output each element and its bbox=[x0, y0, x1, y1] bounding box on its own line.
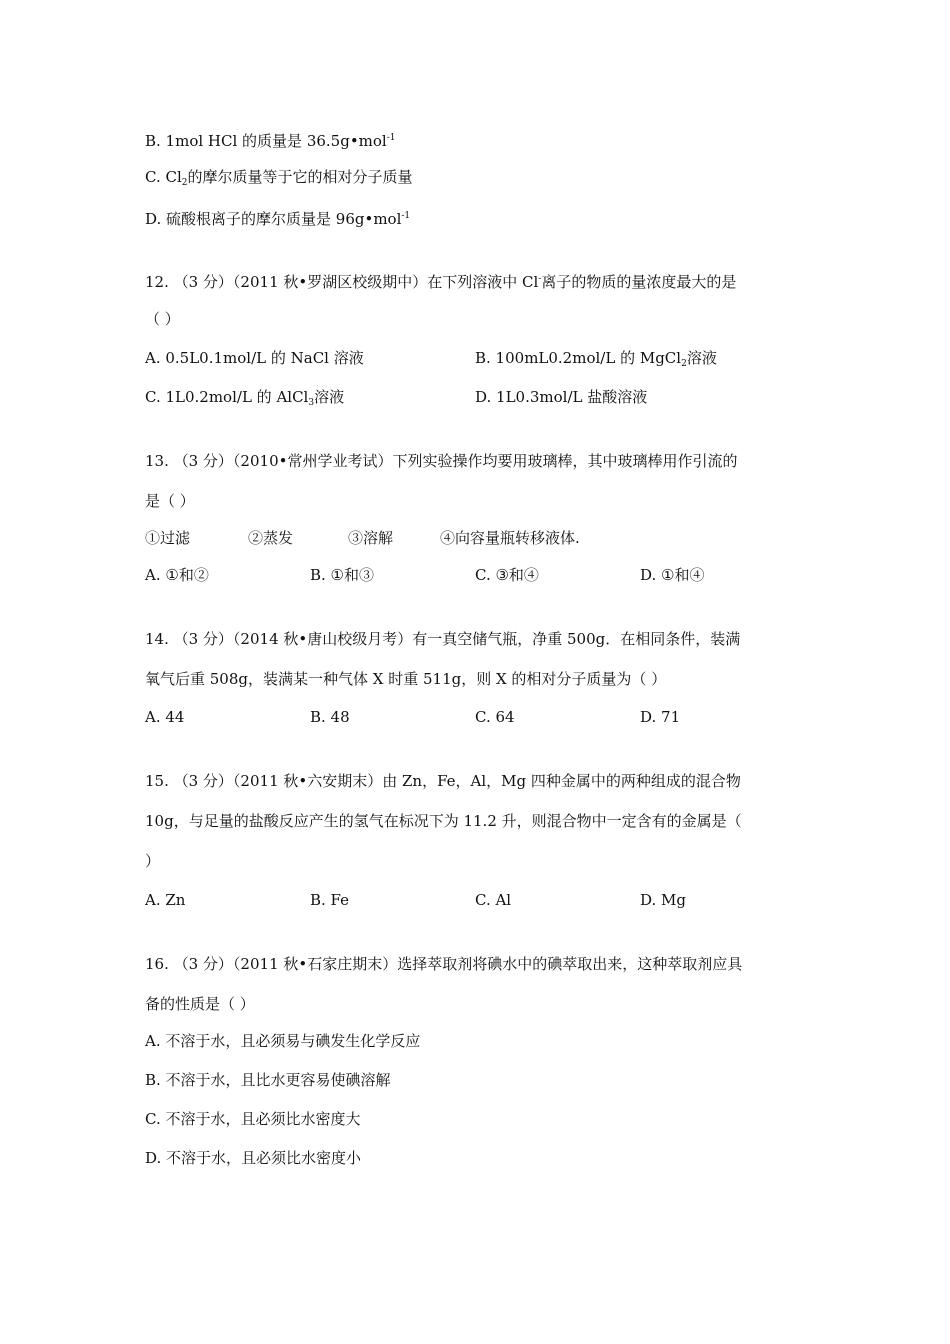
subscript: 2 bbox=[681, 359, 687, 369]
q12-option-b-text: B. 100mL0.2mol/L 的 MgCl bbox=[475, 349, 682, 367]
q14-option-b: B. 48 bbox=[310, 708, 350, 726]
q12-stem-line1 bbox=[145, 269, 736, 292]
q16-option-d: D. 不溶于水，且必须比水密度小 bbox=[145, 1149, 362, 1167]
q16-option-b: B. 不溶于水，且比水更容易使碘溶解 bbox=[145, 1071, 391, 1089]
q13-statement-4: ④向容量瓶转移液体. bbox=[440, 529, 580, 547]
q12-option-d: D. 1L0.3mol/L 盐酸溶液 bbox=[475, 388, 648, 406]
q16-stem-line1: 16. （3 分）（2011 秋•石家庄期末）选择萃取剂将碘水中的碘萃取出来，这种萃取剂应具 bbox=[145, 955, 743, 973]
superscript: -1 bbox=[386, 133, 396, 143]
q12-stem-line2: （ ） bbox=[145, 310, 180, 328]
q13-option-d: D. ①和④ bbox=[640, 566, 705, 584]
q13-option-c: C. ③和④ bbox=[475, 566, 539, 584]
q14-option-a: A. 44 bbox=[145, 708, 185, 726]
q15-option-c: C. Al bbox=[475, 891, 512, 909]
superscript: -1 bbox=[401, 211, 411, 221]
q13-statement-1: ①过滤 bbox=[145, 529, 191, 547]
q11-option-c-text: C. Cl bbox=[145, 168, 182, 186]
superscript: - bbox=[538, 274, 542, 284]
q12-option-a: A. 0.5L0.1mol/L 的 NaCl 溶液 bbox=[145, 349, 364, 367]
q11-option-b bbox=[145, 128, 396, 151]
q15-stem-line3: ） bbox=[145, 852, 161, 870]
q14-option-c: C. 64 bbox=[475, 708, 515, 726]
q14-stem-line2: 氧气后重 508g，装满某一种气体 X 时重 511g，则 X 的相对分子质量为（ ） bbox=[145, 670, 667, 688]
q11-option-b-text: B. 1mol HCl 的质量是 36.5g•mol bbox=[145, 132, 387, 150]
q12-stem-text-end: 离子的物质的量浓度最大的是 bbox=[541, 273, 737, 291]
q11-option-c bbox=[145, 167, 413, 193]
q13-option-b: B. ①和③ bbox=[310, 566, 375, 584]
q12-option-c-text: C. 1L0.2mol/L 的 AlCl bbox=[145, 388, 309, 406]
q15-stem-line2: 10g，与足量的盐酸反应产生的氢气在标况下为 11.2 升，则混合物中一定含有的金属是（ bbox=[145, 812, 742, 830]
q12-option-c bbox=[145, 387, 344, 413]
q13-stem-line1: 13. （3 分）（2010•常州学业考试）下列实验操作均要用玻璃棒，其中玻璃棒用作引流的 bbox=[145, 452, 738, 470]
q16-option-c: C. 不溶于水，且必须比水密度大 bbox=[145, 1110, 361, 1128]
q12-stem-text: 12. （3 分）（2011 秋•罗湖区校级期中）在下列溶液中 Cl bbox=[145, 273, 539, 291]
q13-stem-line2: 是（ ） bbox=[145, 492, 195, 510]
q11-option-c-text-end: 的摩尔质量等于它的相对分子质量 bbox=[187, 168, 413, 186]
q11-option-d-text: D. 硫酸根离子的摩尔质量是 96g•mol bbox=[145, 210, 402, 228]
q13-statement-2: ②蒸发 bbox=[248, 529, 294, 547]
q15-option-d: D. Mg bbox=[640, 891, 686, 909]
q15-stem-line1: 15. （3 分）（2011 秋•六安期末）由 Zn，Fe，Al，Mg 四种金属中的两种组成的混合物 bbox=[145, 772, 741, 790]
q13-option-a: A. ①和② bbox=[145, 566, 209, 584]
q12-option-b bbox=[475, 348, 717, 374]
q16-option-a: A. 不溶于水，且必须易与碘发生化学反应 bbox=[145, 1032, 421, 1050]
q13-statement-3: ③溶解 bbox=[348, 529, 394, 547]
q14-option-d: D. 71 bbox=[640, 708, 681, 726]
q11-option-d bbox=[145, 206, 410, 229]
subscript: 2 bbox=[181, 178, 188, 188]
q15-option-b: B. Fe bbox=[310, 891, 350, 909]
subscript: 3 bbox=[308, 398, 315, 408]
q12-option-b-text-end: 溶液 bbox=[686, 349, 717, 367]
q12-option-c-text-end: 溶液 bbox=[314, 388, 345, 406]
q16-stem-line2: 备的性质是（ ） bbox=[145, 995, 255, 1013]
q14-stem-line1: 14. （3 分）（2014 秋•唐山校级月考）有一真空储气瓶，净重 500g．在相同条件，装满 bbox=[145, 630, 741, 648]
q15-option-a: A. Zn bbox=[145, 891, 186, 909]
